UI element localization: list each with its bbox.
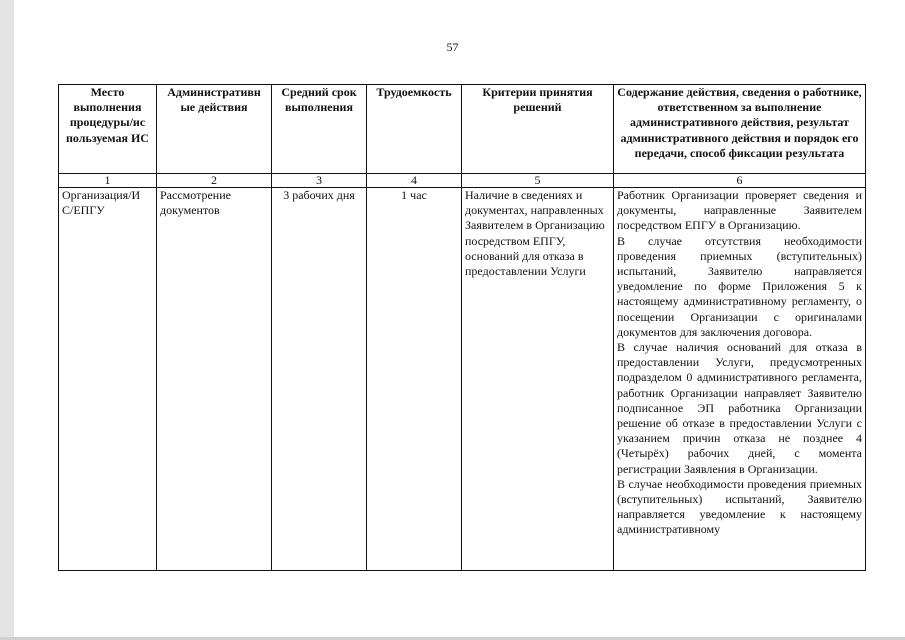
table-row <box>59 188 866 571</box>
column-number: 3 <box>272 174 367 188</box>
page-number: 57 <box>446 40 459 54</box>
header-actions: Административн ые действия <box>157 85 272 174</box>
scan-left-edge <box>0 0 14 640</box>
column-number: 2 <box>157 174 272 188</box>
content-paragraph: Работник Организации проверяет сведения и документы, направленные Заявителем посредством ЕПГУ в Организацию. <box>617 188 862 233</box>
column-number: 5 <box>462 174 614 188</box>
column-number-row <box>59 174 866 188</box>
cell-action: Рассмотрение документов <box>157 188 272 571</box>
procedure-table <box>58 84 866 571</box>
content-paragraph: В случае наличия оснований для отказа в предоставлении Услуги, предусмотренных подразделом 0 административного регламента, работник Организации направляет Заявителю подписанное ЭП работника Организации решение об отказе в предоставлении Услуги с указанием причин отказа не позднее 4 (Четырёх) рабочих дней, с момента регистрации Заявления в Организации. <box>617 340 862 476</box>
header-duration: Средний срок выполнения <box>272 85 367 174</box>
content-paragraph: В случае необходимости проведения приемных (вступительных) испытаний, Заявителю направляется уведомление к настоящему административному <box>617 476 862 537</box>
cell-content <box>614 188 866 571</box>
cell-labor: 1 час <box>367 188 462 571</box>
column-number: 1 <box>59 174 157 188</box>
header-criteria: Критерии принятия решений <box>462 85 614 174</box>
header-content: Содержание действия, сведения о работнике, ответственном за выполнение административного действия, результат административного действия и порядок его передачи, способ фиксации результата <box>614 85 866 174</box>
content-paragraph: В случае отсутствия необходимости проведения приемных (вступительных) испытаний, Заявителю направляется уведомление по форме Приложения 5 к настоящему административному регламенту, о посещении Организации с оригиналами документов для заключения договора. <box>617 233 862 339</box>
cell-duration: 3 рабочих дня <box>272 188 367 571</box>
column-number: 4 <box>367 174 462 188</box>
header-place: Место выполнения процедуры/ис пользуемая ИС <box>59 85 157 174</box>
cell-criteria: Наличие в сведениях и документах, направленных Заявителем в Организацию посредством ЕПГУ, оснований для отказа в предоставлении Услуги <box>462 188 614 571</box>
cell-place: Организация/И С/ЕПГУ <box>59 188 157 571</box>
table-header-row <box>59 85 866 174</box>
column-number: 6 <box>614 174 866 188</box>
header-labor: Трудоемкость <box>367 85 462 174</box>
